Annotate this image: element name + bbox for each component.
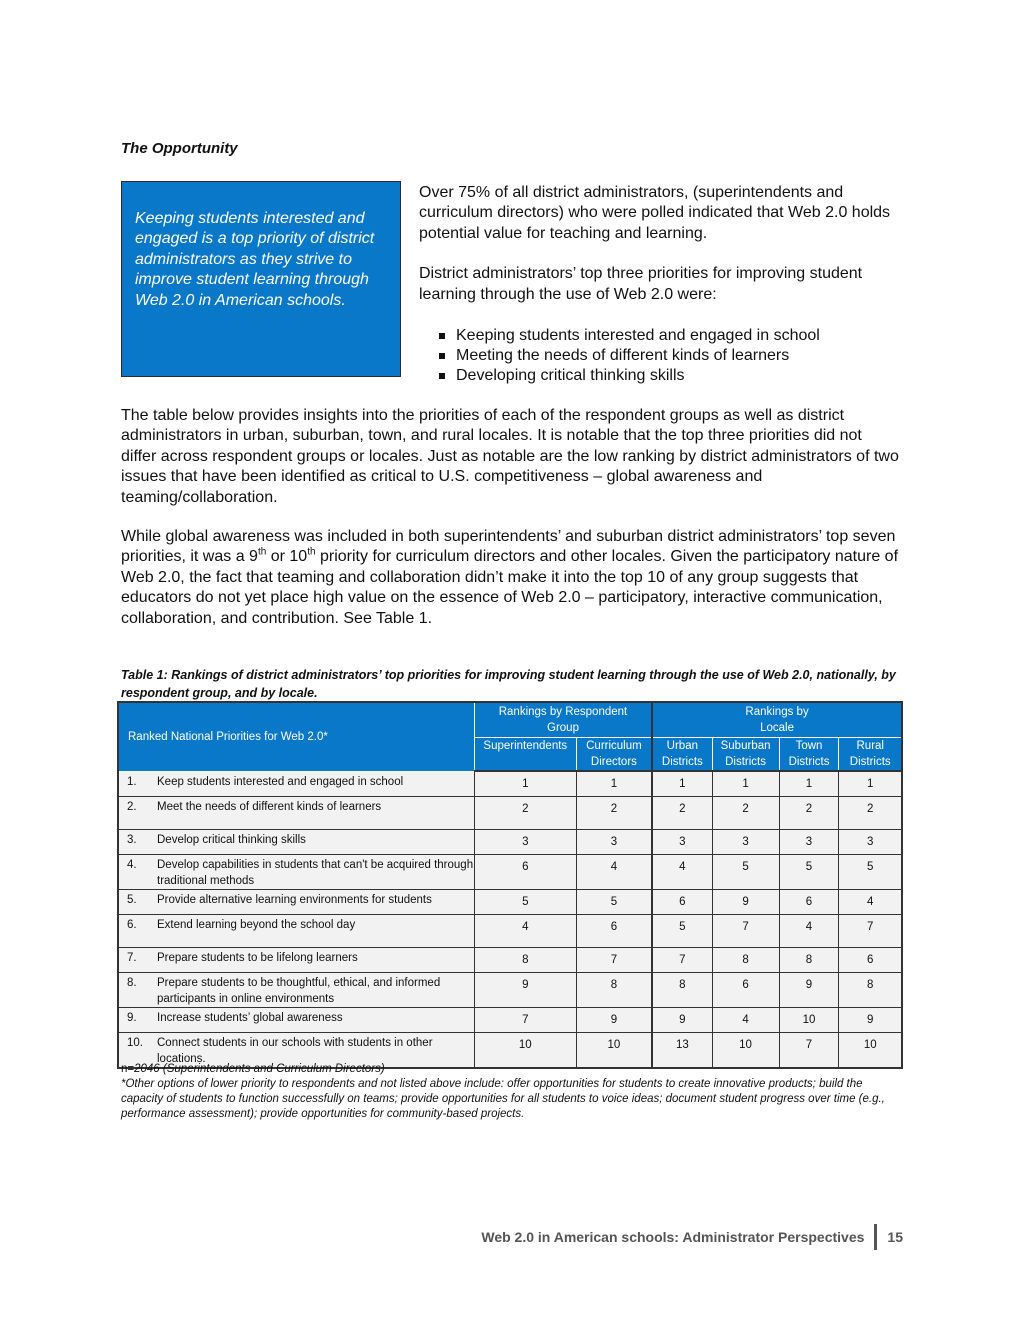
priority-label: Keep students interested and engaged in school [157, 775, 404, 788]
rank-cell: 3 [474, 829, 576, 854]
priority-cell [118, 829, 474, 854]
intro-paragraph-1: Over 75% of all district administrators, (superintendents and curriculum directors) who were polled indicated that Web 2.0 holds potential value for teaching and learning. [419, 184, 891, 242]
rankings-table [117, 701, 903, 1069]
table-row [118, 972, 902, 1007]
rank-cell: 10 [779, 1007, 839, 1032]
column-header: Suburban Districts [712, 738, 779, 772]
group-header-locale: Rankings by Locale [652, 702, 902, 738]
rank-cell: 9 [576, 1007, 652, 1032]
column-header: Superintendents [474, 738, 576, 772]
priority-number: 2. [127, 800, 137, 813]
rank-cell: 1 [779, 771, 839, 796]
rank-cell: 3 [652, 829, 712, 854]
rank-cell: 4 [712, 1007, 779, 1032]
table-row [118, 771, 902, 796]
rank-cell: 3 [839, 829, 902, 854]
body-text-part: While global awareness was included in both superintendents’ and suburban district administrators’ top seven priorities, it was a 9 [121, 528, 896, 566]
sample-size-prefix: n= [121, 1063, 135, 1075]
rank-cell: 8 [652, 972, 712, 1007]
other-options-note: *Other options of lower priority to respondents and not listed above include: offer opportunities for students to create innovative products; build the capacity of students to function successfully on teams; provide opportunities for all students to voice ideas; document student progress over time (e.g., performance assessment); provide opportunities for community-based projects. [121, 1078, 885, 1120]
bullet-item: Meeting the needs of different kinds of learners [437, 346, 820, 366]
priority-label: Provide alternative learning environments for students [157, 893, 432, 906]
callout-text: Keeping students interested and engaged is a top priority of district administrators as they strive to improve student learning through Web 2.0 in American schools. [135, 210, 375, 309]
rank-cell: 1 [839, 771, 902, 796]
sample-size-text: 2046 (Superintendents and Curriculum Directors) [134, 1063, 385, 1075]
priority-label: Prepare students to be lifelong learners [157, 951, 358, 964]
priority-cell [118, 947, 474, 972]
rank-cell: 5 [474, 889, 576, 914]
rank-cell: 4 [839, 889, 902, 914]
rank-cell: 6 [712, 972, 779, 1007]
priority-label: Extend learning beyond the school day [157, 918, 356, 931]
page-footer [481, 1224, 903, 1250]
body-paragraph-1: The table below provides insights into the priorities of each of the respondent groups as well as district administrators in urban, suburban, town, and rural locales. It is notable that the top three priorities did not differ across respondent groups or locales. Just as notable are the low ranking by district administrators of two issues that have been identified as critical to U.S. competitiveness – global awareness and teaming/collaboration. [121, 407, 899, 506]
rank-cell: 4 [779, 914, 839, 947]
priority-cell [118, 889, 474, 914]
table-row [118, 914, 902, 947]
rank-cell: 2 [576, 796, 652, 829]
bullet-item: Keeping students interested and engaged in school [437, 326, 820, 346]
priority-label: Develop critical thinking skills [157, 833, 306, 846]
rank-cell: 8 [474, 947, 576, 972]
table-notes [121, 1062, 901, 1122]
rank-cell: 9 [712, 889, 779, 914]
rank-cell: 2 [652, 796, 712, 829]
priority-label: Meet the needs of different kinds of learners [157, 800, 382, 813]
rank-cell: 8 [576, 972, 652, 1007]
table-row [118, 796, 902, 829]
rank-cell: 2 [712, 796, 779, 829]
rank-cell: 7 [474, 1007, 576, 1032]
rank-cell: 8 [839, 972, 902, 1007]
rank-cell: 3 [779, 829, 839, 854]
table-row [118, 889, 902, 914]
priority-number: 8. [127, 976, 137, 989]
rank-cell: 10 [576, 1032, 652, 1068]
priority-cell [118, 771, 474, 796]
rank-cell: 5 [576, 889, 652, 914]
superscript: th [307, 547, 316, 559]
priority-cell [118, 796, 474, 829]
rank-cell: 10 [839, 1032, 902, 1068]
sample-size [121, 1062, 901, 1077]
rank-cell: 4 [652, 854, 712, 889]
rank-cell: 7 [712, 914, 779, 947]
column-header: Rural Districts [839, 738, 902, 772]
priority-number: 3. [127, 833, 137, 846]
page-number: 15 [887, 1229, 903, 1245]
rank-cell: 7 [839, 914, 902, 947]
rank-cell: 5 [712, 854, 779, 889]
rank-cell: 5 [779, 854, 839, 889]
rank-cell: 6 [779, 889, 839, 914]
rank-cell: 1 [576, 771, 652, 796]
body-text-part: priority for curriculum directors and other locales. Given the participatory nature of Web 2.0, the fact that teaming and collaboration didn’t make it into the top 10 of any group suggests that educators do not yet place high value on the essence of Web 2.0 – participatory, interactive communication, collaboration, and contribution. See Table 1. [121, 548, 899, 627]
rank-cell: 6 [576, 914, 652, 947]
rank-cell: 5 [839, 854, 902, 889]
rank-cell: 3 [712, 829, 779, 854]
footer-title: Web 2.0 in American schools: Administrator Perspectives [481, 1229, 865, 1245]
priority-cell [118, 854, 474, 889]
priority-bullets [437, 326, 820, 386]
rank-cell: 7 [576, 947, 652, 972]
rank-cell: 4 [474, 914, 576, 947]
rank-cell: 7 [652, 947, 712, 972]
column-header: Urban Districts [652, 738, 712, 772]
row-header: Ranked National Priorities for Web 2.0* [118, 702, 474, 771]
group-header-respondent: Rankings by Respondent Group [474, 702, 652, 738]
rank-cell: 9 [652, 1007, 712, 1032]
rank-cell: 10 [712, 1032, 779, 1068]
rank-cell: 2 [779, 796, 839, 829]
priority-label: Prepare students to be thoughtful, ethical, and informed participants in online environments [157, 976, 441, 1005]
priority-label: Increase students’ global awareness [157, 1011, 343, 1024]
rank-cell: 1 [474, 771, 576, 796]
priority-number: 6. [127, 918, 137, 931]
table-row [118, 947, 902, 972]
intro-paragraph-2: District administrators’ top three priorities for improving student learning through the use of Web 2.0 were: [419, 265, 863, 303]
priority-number: 4. [127, 858, 137, 871]
priority-number: 10. [127, 1036, 143, 1049]
rank-cell: 9 [839, 1007, 902, 1032]
rank-cell: 4 [576, 854, 652, 889]
body-paragraph-2 [121, 527, 901, 629]
rank-cell: 2 [474, 796, 576, 829]
rank-cell: 6 [652, 889, 712, 914]
intro-text [419, 183, 909, 325]
rank-cell: 6 [839, 947, 902, 972]
rank-cell: 6 [474, 854, 576, 889]
table-row [118, 854, 902, 889]
rank-cell: 1 [652, 771, 712, 796]
callout-box [121, 181, 401, 377]
table-caption: Table 1: Rankings of district administrators’ top priorities for improving student learning through the use of Web 2.0, nationally, by respondent group, and by locale. [121, 668, 896, 700]
rank-cell: 10 [474, 1032, 576, 1068]
rank-cell: 1 [712, 771, 779, 796]
priority-number: 7. [127, 951, 137, 964]
rank-cell: 8 [712, 947, 779, 972]
bullet-item: Developing critical thinking skills [437, 366, 820, 386]
priority-cell [118, 972, 474, 1007]
priority-number: 9. [127, 1011, 137, 1024]
table-row [118, 829, 902, 854]
priority-label: Develop capabilities in students that can't be acquired through traditional methods [157, 858, 474, 887]
rank-cell: 13 [652, 1032, 712, 1068]
priority-label: Connect students in our schools with students in other locations. [157, 1036, 433, 1065]
column-header: Town Districts [779, 738, 839, 772]
table-row [118, 1007, 902, 1032]
rank-cell: 8 [779, 947, 839, 972]
rank-cell: 3 [576, 829, 652, 854]
footer-divider [874, 1224, 877, 1250]
rank-cell: 7 [779, 1032, 839, 1068]
column-header: Curriculum Directors [576, 738, 652, 772]
rank-cell: 9 [474, 972, 576, 1007]
rank-cell: 9 [779, 972, 839, 1007]
priority-cell [118, 1007, 474, 1032]
priority-cell [118, 914, 474, 947]
section-title: The Opportunity [121, 140, 238, 157]
body-text-part: or 10 [266, 548, 308, 566]
rank-cell: 2 [839, 796, 902, 829]
rank-cell: 5 [652, 914, 712, 947]
priority-number: 5. [127, 893, 137, 906]
superscript: th [257, 547, 267, 559]
priority-number: 1. [127, 775, 137, 788]
